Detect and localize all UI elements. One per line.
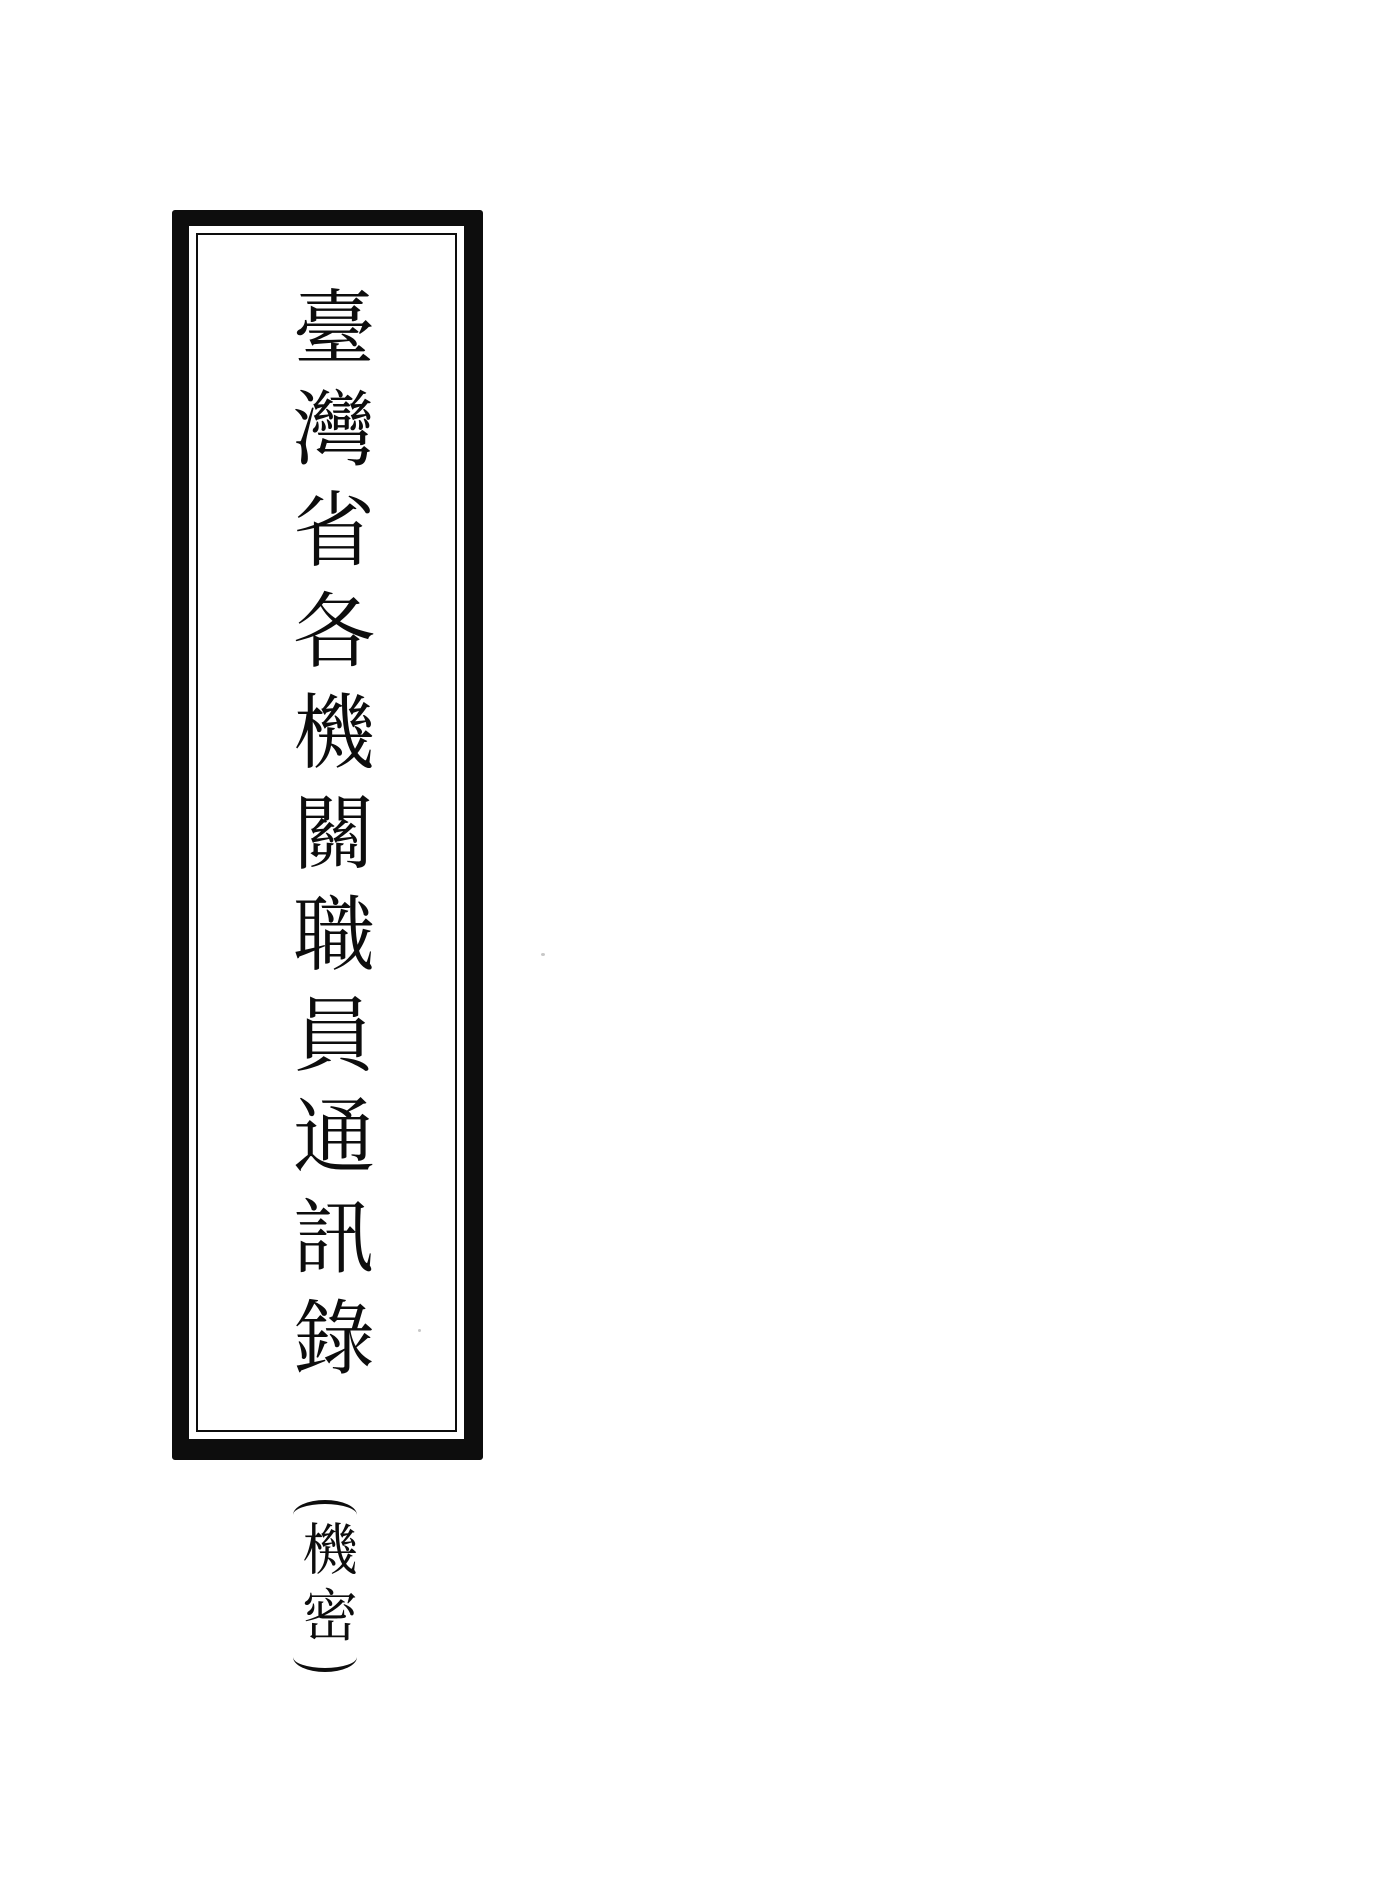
title-column	[198, 235, 455, 1430]
vertical-paren-close-icon	[293, 1657, 357, 1672]
book-title: 臺灣省各機關職員通訊錄	[281, 285, 373, 1396]
title-frame	[172, 210, 483, 1460]
paper-speck	[418, 1329, 421, 1332]
title-frame-inner-rule	[196, 233, 457, 1432]
classification-label: 機密	[294, 1520, 356, 1652]
paper-speck	[541, 953, 545, 956]
vertical-paren-open-icon	[293, 1500, 357, 1515]
classification-mark	[288, 1500, 362, 1672]
